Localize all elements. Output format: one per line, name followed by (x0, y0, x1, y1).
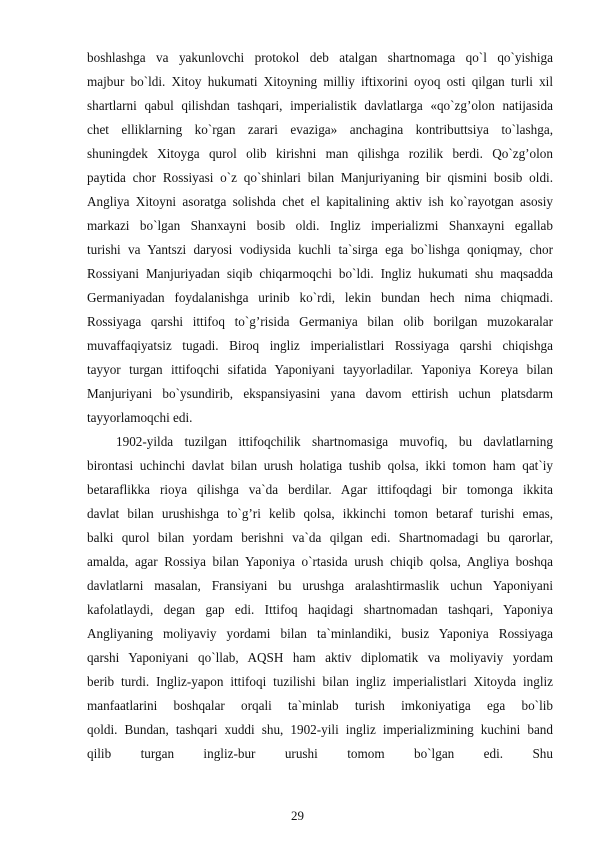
text-line: Germaniyadan foydalanishga urinib ko`rdi, lekin bundan hech nima chiqmadi. (87, 290, 553, 305)
text-line: betaraflikka rioya qilishga va`da berdilar. Agar ittifoqdagi bir tomonga ikkita (87, 482, 553, 497)
text-line: davlat bilan urushishga to`g’ri kelib qolsa, ikkinchi tomon betaraf turishi emas, (87, 506, 553, 521)
text-line: Angliyaning moliyaviy yordami bilan ta`minlandiki, busiz Yaponiya Rossiyaga (87, 626, 553, 641)
text-line: tayyor turgan ittifoqchi sifatida Yaponiyani tayyorladilar. Yaponiya Koreya bilan (87, 362, 553, 377)
text-line: muvaffaqiyatsiz tugadi. Biroq ingliz imperialistlari Rossiyaga qarshi chiqishga (87, 338, 553, 353)
text-line: qilib turgan ingliz-bur urushi tomom bo`lgan edi. Shu (87, 746, 553, 761)
text-line: Angliya Xitoyni asoratga solishda chet el kapitalining aktiv ish ko`rayotgan asosiy (87, 194, 553, 209)
text-line: shartlarni qabul qilishdan tashqari, imperialistik davlatlarga «qo`zg’olon natijasida (87, 98, 553, 113)
text-line: kafolatlaydi, degan gap edi. Ittifoq haqidagi shartnomadan tashqari, Yaponiya (87, 602, 553, 617)
text-line: qoldi. Bundan, tashqari xuddi shu, 1902-yili ingliz imperializmining kuchini band (87, 722, 553, 737)
page-number: 29 (291, 808, 304, 823)
text-line: markazi bo`lgan Shanxayni bosib oldi. Ingliz imperializmi Shanxayni egallab (87, 218, 553, 233)
text-line: tayyorlamoqchi edi. (87, 410, 193, 425)
text-line: birontasi uchinchi davlat bilan urush holatiga tushib qolsa, ikki tomon ham qat`iy (87, 458, 553, 473)
text-line: Rossiyaga qarshi ittifoq to`g’risida Germaniya bilan olib borilgan muzokaralar (87, 314, 553, 329)
body-text (87, 46, 553, 766)
paragraph-first-line: 1902-yilda tuzilgan ittifoqchilik shartnomasiga muvofiq, bu davlatlarning (116, 434, 553, 449)
text-line: boshlashga va yakunlovchi protokol deb atalgan shartnomaga qo`l qo`yishiga (87, 50, 553, 65)
text-line: Rossiyani Manjuriyadan siqib chiqarmoqchi bo`ldi. Ingliz hukumati shu maqsadda (87, 266, 553, 281)
text-line: balki qurol bilan yordam berishni va`da qilgan edi. Shartnomadagi bu qarorlar, (87, 530, 553, 545)
text-line: davlatlarni masalan, Fransiyani bu urushga aralashtirmaslik uchun Yaponiyani (87, 578, 553, 593)
text-line: paytida chor Rossiyasi o`z qo`shinlari bilan Manjuriyaning bir qismini bosib oldi. (87, 170, 553, 185)
text-line: chet elliklarning ko`rgan zarari evaziga» anchagina kontributtsiya to`lashga, (87, 122, 553, 137)
text-line: qarshi Yaponiyani qo`llab, AQSH ham aktiv diplomatik va moliyaviy yordam (87, 650, 553, 665)
text-line: manfaatlarini boshqalar orqali ta`minlab turish imkoniyatiga ega bo`lib (87, 698, 553, 713)
text-line: shuningdek Xitoyga qurol olib kirishni man qilishga rozilik berdi. Qo`zg’olon (87, 146, 553, 161)
text-line: turishi va Yantszi daryosi vodiysida kuchli ta`sirga ega bo`lishga qoniqmay, chor (87, 242, 553, 257)
text-line: Manjuriyani bo`ysundirib, ekspansiyasini yana davom ettirish uchun platsdarm (87, 386, 553, 401)
text-line: majbur bo`ldi. Xitoy hukumati Xitoyning milliy iftixorini oyoq osti qilgan turli xil (87, 74, 553, 89)
text-line: amalda, agar Rossiya bilan Yaponiya o`rtasida urush chiqib qolsa, Angliya boshqa (87, 554, 553, 569)
text-line: berib turdi. Ingliz-yapon ittifoqi tuzilishi bilan ingliz imperialistlari Xitoyda ingliz (87, 674, 553, 689)
